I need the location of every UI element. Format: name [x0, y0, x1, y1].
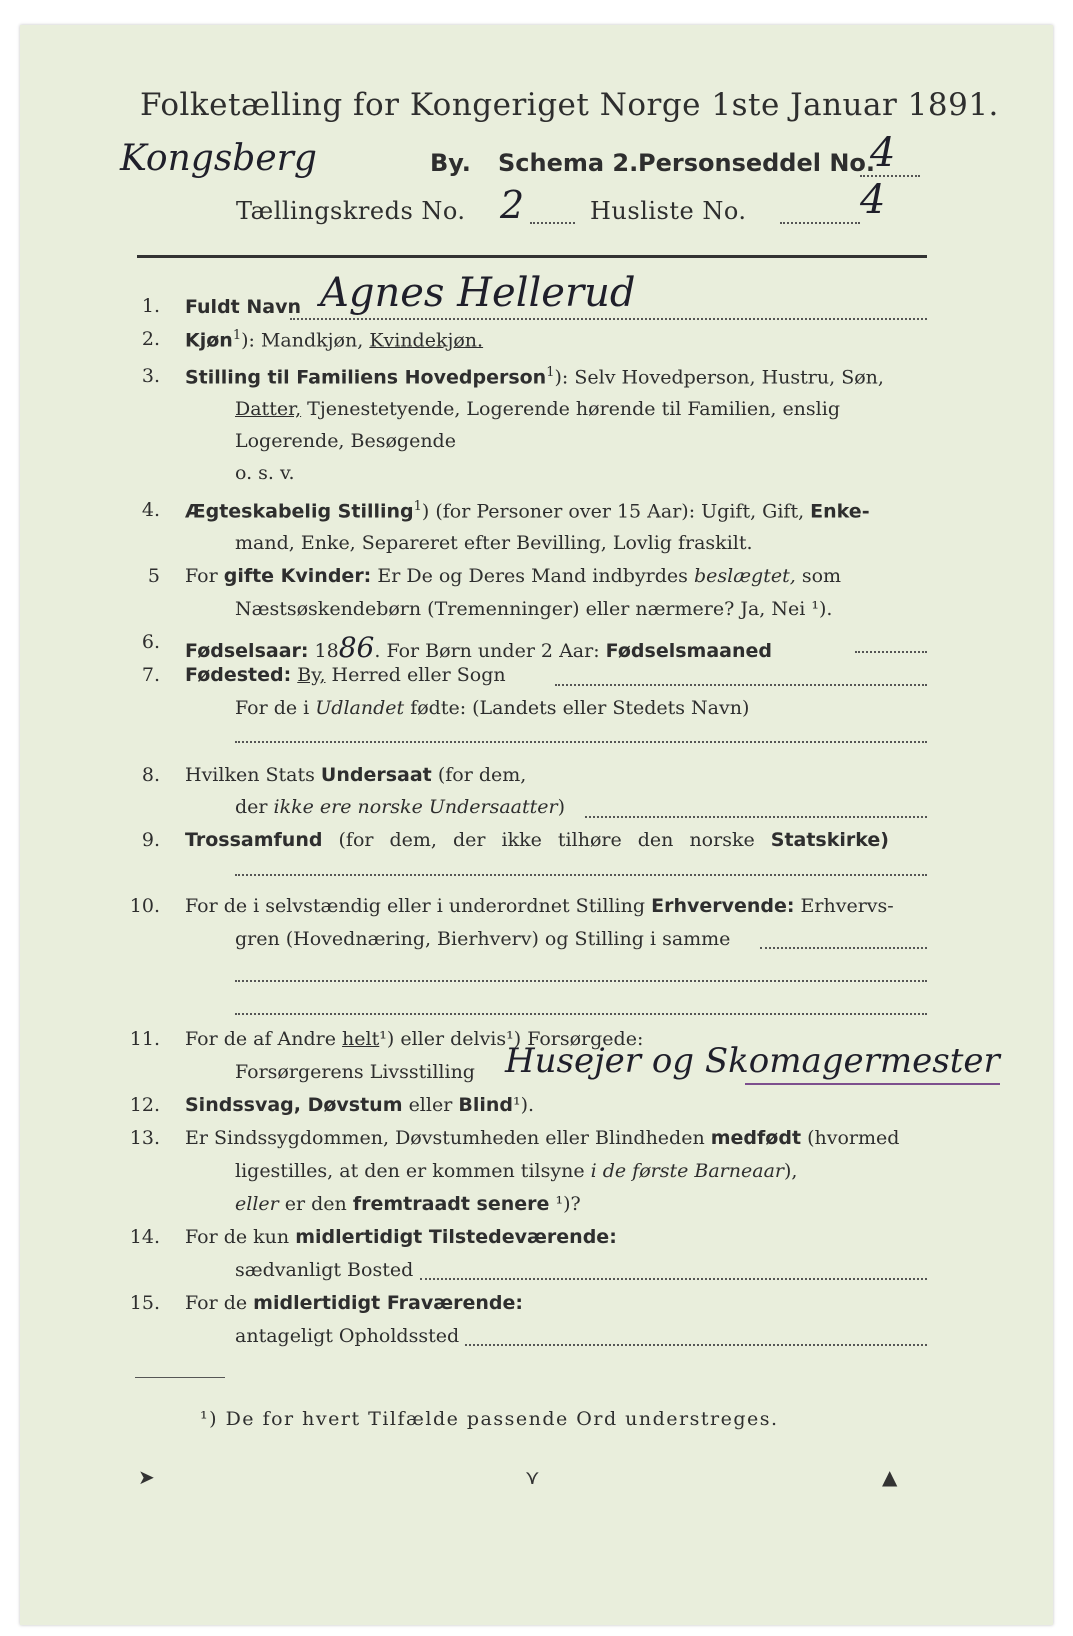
- q13-line3-bold: fremtraadt senere: [352, 1193, 550, 1215]
- q3-label: Stilling til Familiens Hovedperson: [185, 366, 547, 389]
- q7-answer-dots: [235, 741, 927, 743]
- q11-answer: Husejer og Skomagermester: [505, 1041, 1000, 1081]
- q8-pre: Hvilken Stats: [185, 764, 315, 786]
- q4-line1: Ægteskabelig Stilling$^1$) (for Personer over 15 Aar): Ugift, Gift, Enke-: [185, 499, 870, 523]
- q7-selected: By,: [297, 664, 326, 686]
- q8-label: Undersaat: [320, 764, 432, 786]
- q6-month-label: Fødselsmaaned: [605, 640, 772, 662]
- q1-dots: [290, 318, 927, 320]
- registration-mark-right-icon: ▲: [882, 1465, 898, 1489]
- q2-number: 2.: [141, 328, 160, 350]
- q13-line3-end: ¹)?: [555, 1193, 581, 1215]
- census-form: [20, 25, 1053, 1625]
- q12-number: 12.: [129, 1094, 160, 1116]
- kreds-number: 2: [500, 183, 525, 227]
- q5-pre: For: [185, 565, 218, 587]
- q15-label: midlertidigt Fraværende:: [253, 1292, 523, 1314]
- q15-pre: For de: [185, 1292, 248, 1314]
- q3-line3: Logerende, Besøgende: [235, 430, 456, 452]
- q10-text1: For de i selvstændig eller i underordnet Stilling: [185, 895, 646, 917]
- q8-line2: [235, 796, 565, 818]
- q4-line2: mand, Enke, Separeret efter Bevilling, Lovlig fraskilt.: [235, 532, 753, 554]
- q10-text1-end: Erhvervs-: [800, 895, 894, 917]
- q5-text1: Er De og Deres Mand indbyrdes: [377, 565, 688, 587]
- q13-text1-end: (hvormed: [807, 1127, 900, 1149]
- q15-number: 15.: [129, 1292, 160, 1314]
- q13-label: medfødt: [710, 1127, 802, 1149]
- q13-text1: Er Sindssygdommen, Døvstumheden eller Blindheden: [185, 1127, 705, 1149]
- schema-label: Schema 2.: [498, 149, 639, 177]
- q13-line3-mid: er den: [284, 1193, 347, 1215]
- q1-answer: Agnes Hellerud: [320, 270, 636, 316]
- q4-text1: ) (for Personer over 15 Aar): Ugift, Gift,: [421, 500, 805, 523]
- q14-line2: sædvanligt Bosted: [235, 1259, 414, 1281]
- q5-number: 5: [147, 565, 160, 587]
- registration-mark-left-icon: ➤: [138, 1465, 155, 1489]
- q7-line2-pre: For de i: [235, 697, 310, 719]
- personseddel-number: 4: [870, 130, 896, 176]
- q11-answer-underline: [745, 1083, 1000, 1085]
- q13-number: 13.: [129, 1127, 160, 1149]
- q11-selected: helt: [342, 1028, 380, 1050]
- q9-text: (for dem, der ikke tilhøre den norske: [338, 829, 755, 851]
- q11-line2: Forsørgerens Livsstilling: [235, 1061, 475, 1083]
- q10-dots3: [235, 1013, 927, 1015]
- by-label: By.: [430, 149, 471, 177]
- q8-post: (for dem,: [437, 764, 527, 786]
- q12-label2: Blind: [458, 1094, 513, 1116]
- q9-line1: [185, 829, 889, 851]
- q12-label: Sindssvag, Døvstum: [185, 1094, 403, 1116]
- q5-label: gifte Kvinder:: [223, 565, 372, 587]
- q2-line: Kjøn$^1$): Mandkjøn, Kvindekjøn.: [185, 328, 484, 352]
- q8-number: 8.: [141, 764, 160, 786]
- q13-line3: [235, 1193, 581, 1215]
- q6-year-prefix: 18: [314, 640, 339, 662]
- q5-line2: Næstsøskendebørn (Tremenninger) eller nærmere? Ja, Nei ¹).: [235, 598, 833, 620]
- q13-line2-pre: ligestilles, at den er kommen tilsyne: [235, 1160, 585, 1182]
- q13-line2: [235, 1160, 797, 1182]
- q14-dots: [420, 1278, 927, 1280]
- q6-line: Fødselsaar: 1886. For Børn under 2 Aar: Fødselsmaaned: [185, 631, 772, 664]
- q5-line1: [185, 565, 841, 587]
- q7-label: Fødested:: [185, 664, 292, 686]
- personseddel-label: Personseddel No.: [638, 149, 876, 177]
- q4-number: 4.: [141, 499, 160, 521]
- form-title: Folketælling for Kongeriget Norge 1ste Januar 1891.: [140, 87, 999, 123]
- q6-label: Fødselsaar:: [185, 640, 309, 662]
- q6-year-hand: 86: [338, 631, 375, 664]
- town-handwritten: Kongsberg: [120, 138, 317, 179]
- q11-pre: For de af Andre: [185, 1028, 336, 1050]
- header-rule: [137, 255, 927, 258]
- q2-selected: Kvindekjøn.: [369, 329, 484, 352]
- q3-line2: [235, 398, 840, 420]
- husliste-dots: [780, 222, 860, 224]
- footnote-rule: [135, 1377, 225, 1378]
- husliste-label: Husliste No.: [590, 197, 747, 225]
- q6-dots: [855, 651, 927, 653]
- q7-number: 7.: [141, 664, 160, 686]
- q8-line2-ital: ikke ere norske Undersaatter: [273, 796, 558, 818]
- q10-label: Erhvervende:: [651, 895, 795, 917]
- q8-line2-post: ): [557, 796, 566, 818]
- q13-line2-post: ),: [784, 1160, 798, 1182]
- q3-selected: Datter,: [235, 398, 302, 420]
- q8-dots: [585, 816, 927, 818]
- q10-dots2: [235, 980, 927, 982]
- q11-post: ¹) eller delvis¹) Forsørgede:: [379, 1028, 644, 1050]
- kreds-label: Tællingskreds No.: [236, 197, 466, 225]
- q6-number: 6.: [141, 631, 160, 653]
- husliste-number: 4: [860, 177, 886, 223]
- q15-line1: [185, 1292, 523, 1314]
- footnote: ¹) De for hvert Tilfælde passende Ord understreges.: [200, 1408, 779, 1430]
- q9-label: Trossamfund: [185, 829, 323, 851]
- q7-line1: [185, 664, 506, 686]
- q10-line1: [185, 895, 894, 917]
- q7-line2: [235, 697, 749, 719]
- q4-text1-bold: Enke-: [810, 500, 870, 523]
- q5-text1-ital: beslægtet,: [693, 565, 796, 587]
- q1-label: Fuldt Navn: [185, 296, 302, 318]
- q12-line: [185, 1094, 534, 1116]
- q13-line1: [185, 1127, 899, 1149]
- q12-end: ¹).: [512, 1094, 535, 1116]
- q8-line1: [185, 764, 526, 786]
- q8-line2-pre: der: [235, 796, 268, 818]
- q9-dots: [235, 874, 927, 876]
- q14-number: 14.: [129, 1226, 160, 1248]
- q5-text1-end: som: [801, 565, 842, 587]
- q3-line1: Stilling til Familiens Hovedperson$^1$): Selv Hovedperson, Hustru, Søn,: [185, 365, 884, 389]
- q15-dots: [465, 1344, 927, 1346]
- q4-label: Ægteskabelig Stilling: [185, 500, 414, 523]
- q10-number: 10.: [129, 895, 160, 917]
- q7-dots: [555, 684, 927, 686]
- q15-line2: antageligt Opholdssted: [235, 1325, 460, 1347]
- q11-number: 11.: [129, 1028, 160, 1050]
- q10-dots1: [760, 947, 927, 949]
- q3-text1: ): Selv Hovedperson, Hustru, Søn,: [554, 366, 884, 389]
- q10-line2: gren (Hovednæring, Bierhverv) og Stilling i samme: [235, 928, 731, 950]
- kreds-dots: [530, 222, 575, 224]
- q12-mid: eller: [408, 1094, 453, 1116]
- q7-line2-post: fødte: (Landets eller Stedets Navn): [410, 697, 750, 719]
- q7-text: Herred eller Sogn: [331, 664, 506, 686]
- registration-mark-center-icon: ⋎: [525, 1465, 540, 1489]
- q2-text: ): Mandkjøn,: [241, 329, 364, 352]
- q7-line2-ital: Udlandet: [315, 697, 405, 719]
- q13-line2-ital: i de første Barneaar: [590, 1160, 784, 1182]
- q14-label: midlertidigt Tilstedeværende:: [295, 1226, 617, 1248]
- q3-text2: Tjenestetyende, Logerende hørende til Familien, enslig: [307, 398, 840, 420]
- q14-pre: For de kun: [185, 1226, 290, 1248]
- q9-number: 9.: [141, 829, 160, 851]
- q9-text-bold: Statskirke): [770, 829, 889, 851]
- q14-line1: [185, 1226, 617, 1248]
- q6-mid: For Børn under 2 Aar:: [386, 640, 600, 662]
- q3-line4: o. s. v.: [235, 462, 295, 484]
- q13-line3-ital: eller: [235, 1193, 279, 1215]
- q1-number: 1.: [141, 295, 160, 317]
- q2-label: Kjøn: [185, 329, 233, 352]
- q3-number: 3.: [141, 365, 160, 387]
